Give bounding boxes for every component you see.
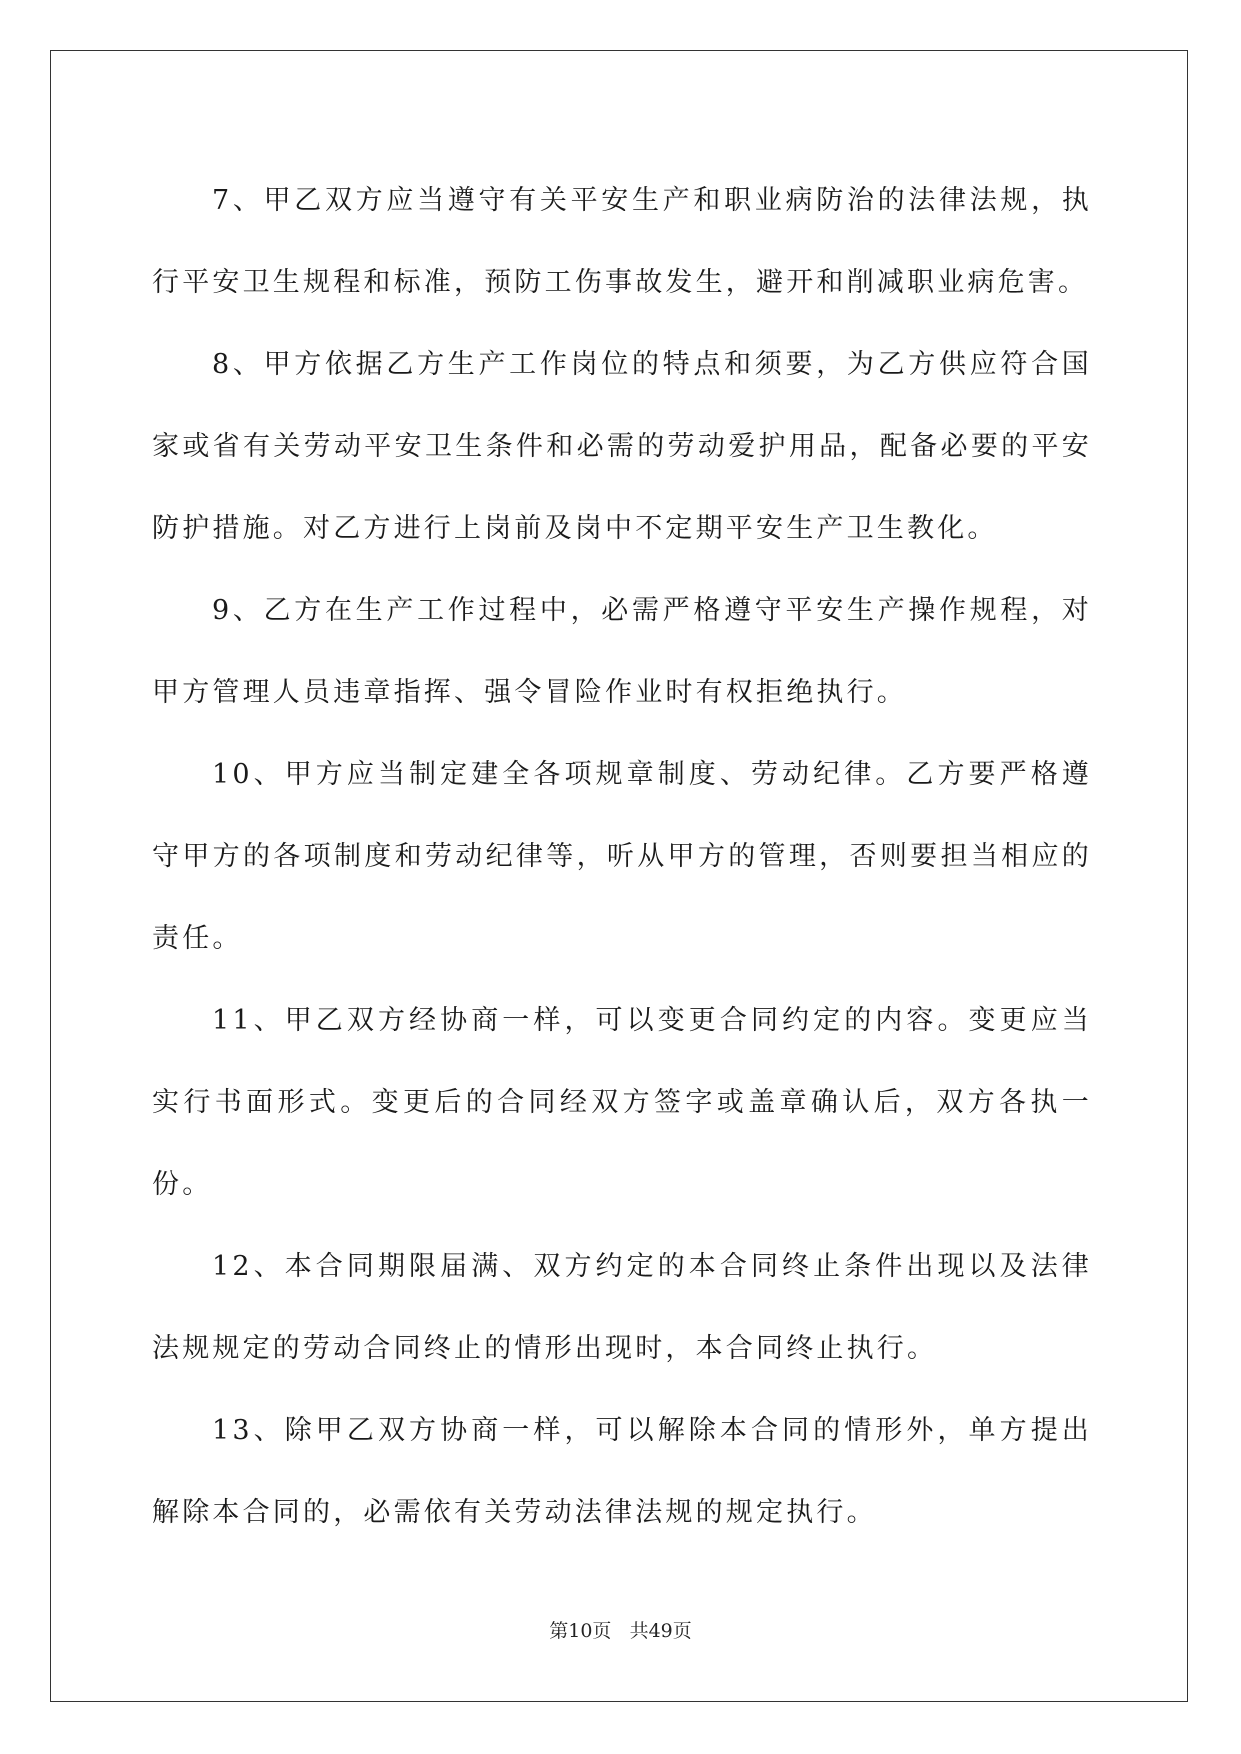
clause-13: 13、除甲乙双方协商一样，可以解除本合同的情形外，单方提出解除本合同的，必需依有关劳动法律法规的规定执行。 [152, 1415, 1092, 1528]
clause-10: 10、甲方应当制定建全各项规章制度、劳动纪律。乙方要严格遵守甲方的各项制度和劳动纪律等，听从甲方的管理，否则要担当相应的责任。 [152, 759, 1092, 954]
clause-12: 12、本合同期限届满、双方约定的本合同终止条件出现以及法律法规规定的劳动合同终止的情形出现时，本合同终止执行。 [152, 1251, 1092, 1364]
page-number: 第10页 [549, 1620, 612, 1642]
document-body [152, 160, 1092, 1554]
page-total: 共49页 [629, 1620, 692, 1642]
clause-11: 11、甲乙双方经协商一样，可以变更合同约定的内容。变更应当实行书面形式。变更后的合同经双方签字或盖章确认后，双方各执一份。 [152, 1005, 1092, 1200]
clause-7: 7、甲乙双方应当遵守有关平安生产和职业病防治的法律法规，执行平安卫生规程和标准，预防工伤事故发生，避开和削减职业病危害。 [152, 185, 1092, 298]
clause-9: 9、乙方在生产工作过程中，必需严格遵守平安生产操作规程，对甲方管理人员违章指挥、强令冒险作业时有权拒绝执行。 [152, 595, 1092, 708]
clause-8: 8、甲方依据乙方生产工作岗位的特点和须要，为乙方供应符合国家或省有关劳动平安卫生条件和必需的劳动爱护用品，配备必要的平安防护措施。对乙方进行上岗前及岗中不定期平安生产卫生教化。 [152, 349, 1092, 544]
page-footer [0, 1616, 1241, 1643]
